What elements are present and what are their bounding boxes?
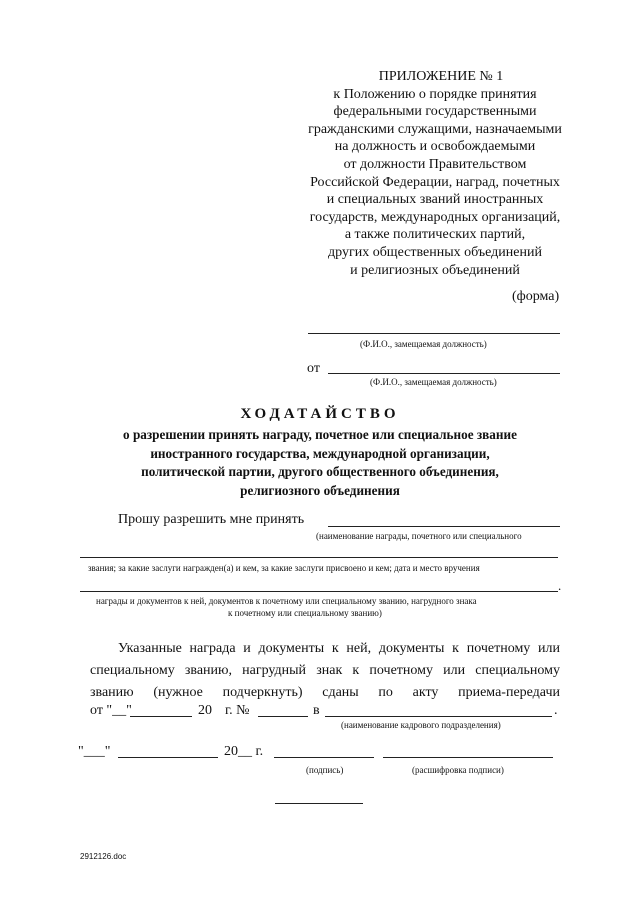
act-in-label: в — [313, 703, 320, 718]
signature-caption: (подпись) — [306, 765, 344, 775]
from-name-line[interactable] — [328, 373, 560, 374]
from-label: от — [307, 361, 320, 376]
addressee-caption: (Ф.И.О., замещаемая должность) — [360, 339, 487, 349]
signature-date-quote: "___" — [78, 744, 111, 759]
merits-line[interactable] — [80, 557, 558, 558]
paragraph-line: специальному званию, нагрудный знак к почетному или специальному — [90, 663, 560, 678]
documents-caption-line1: награды и документов к ней, документов к почетному или специальному званию, нагрудного знака — [96, 596, 477, 606]
handover-paragraph — [90, 660, 560, 682]
document-id: 2912126.doc — [80, 852, 127, 861]
appendix-line: других общественных объединений — [328, 244, 542, 260]
act-year: 20 — [198, 703, 212, 718]
documents-end-mark: . — [558, 578, 562, 593]
award-caption: (наименование награды, почетного или специального — [316, 531, 522, 541]
appendix-line: от должности Правительством — [343, 156, 527, 172]
paragraph-line: Указанные награда и документы к ней, документы к почетному или — [118, 641, 560, 656]
act-end-mark: . — [554, 703, 558, 718]
appendix-line: и религиозных объединений — [350, 262, 520, 278]
addressee-name-line[interactable] — [308, 333, 560, 334]
request-text: Прошу разрешить мне принять — [118, 512, 305, 527]
petition-title-block — [40, 404, 600, 500]
petition-subtitle-line: о разрешении принять награду, почетное или специальное звание — [123, 427, 517, 442]
merits-caption: звания; за какие заслуги награжден(а) и кем, за какие заслуги присвоено и кем; дата и место вручения — [88, 563, 480, 573]
award-name-line[interactable] — [328, 526, 560, 527]
appendix-line: и специальных званий иностранных — [326, 192, 544, 208]
signature-year: 20__ г. — [224, 744, 264, 759]
documents-caption-line2: к почетному или специальному званию) — [228, 608, 382, 618]
hr-department-caption: (наименование кадрового подразделения) — [341, 720, 501, 730]
signature-decode-line[interactable] — [383, 757, 553, 758]
signature-month-line[interactable] — [118, 757, 218, 758]
appendix-line: на должность и освобождаемыми — [334, 139, 536, 155]
appendix-line: федеральными государственными — [333, 104, 537, 120]
act-number-line[interactable] — [258, 716, 308, 717]
petition-subtitle-line: иностранного государства, международной организации, — [150, 445, 490, 461]
appendix-line: государств, международных организаций, — [309, 209, 561, 225]
act-date-month-line[interactable] — [130, 716, 192, 717]
handover-paragraph — [90, 682, 560, 704]
petition-subtitle-line: политической партии, другого общественного объединения, — [141, 464, 499, 479]
signature-decode-caption: (расшифровка подписи) — [412, 765, 504, 775]
appendix-line: Российской Федерации, наград, почетных — [310, 174, 560, 190]
appendix-heading: ПРИЛОЖЕНИЕ № 1 — [378, 69, 504, 84]
bottom-separator-line — [275, 803, 363, 804]
from-caption: (Ф.И.О., замещаемая должность) — [370, 377, 497, 387]
petition-title: ХОДАТАЙСТВО — [240, 406, 400, 422]
appendix-block — [270, 68, 600, 279]
handover-paragraph — [90, 638, 560, 660]
act-number-label: г. № — [225, 703, 250, 718]
act-date-prefix: от "__" — [90, 703, 132, 718]
paragraph-line: званию (нужное подчеркнуть) сданы по акту приема-передачи — [90, 685, 560, 700]
petition-subtitle-line: религиозного объединения — [240, 482, 400, 498]
appendix-line: гражданскими служащими, назначаемыми — [308, 121, 562, 137]
documents-line[interactable] — [80, 591, 558, 592]
signature-line[interactable] — [274, 757, 374, 758]
hr-department-line[interactable] — [325, 716, 552, 717]
form-label: (форма) — [512, 289, 560, 304]
appendix-line: к Положению о порядке принятия — [333, 86, 537, 102]
appendix-line: а также политических партий, — [344, 227, 526, 243]
